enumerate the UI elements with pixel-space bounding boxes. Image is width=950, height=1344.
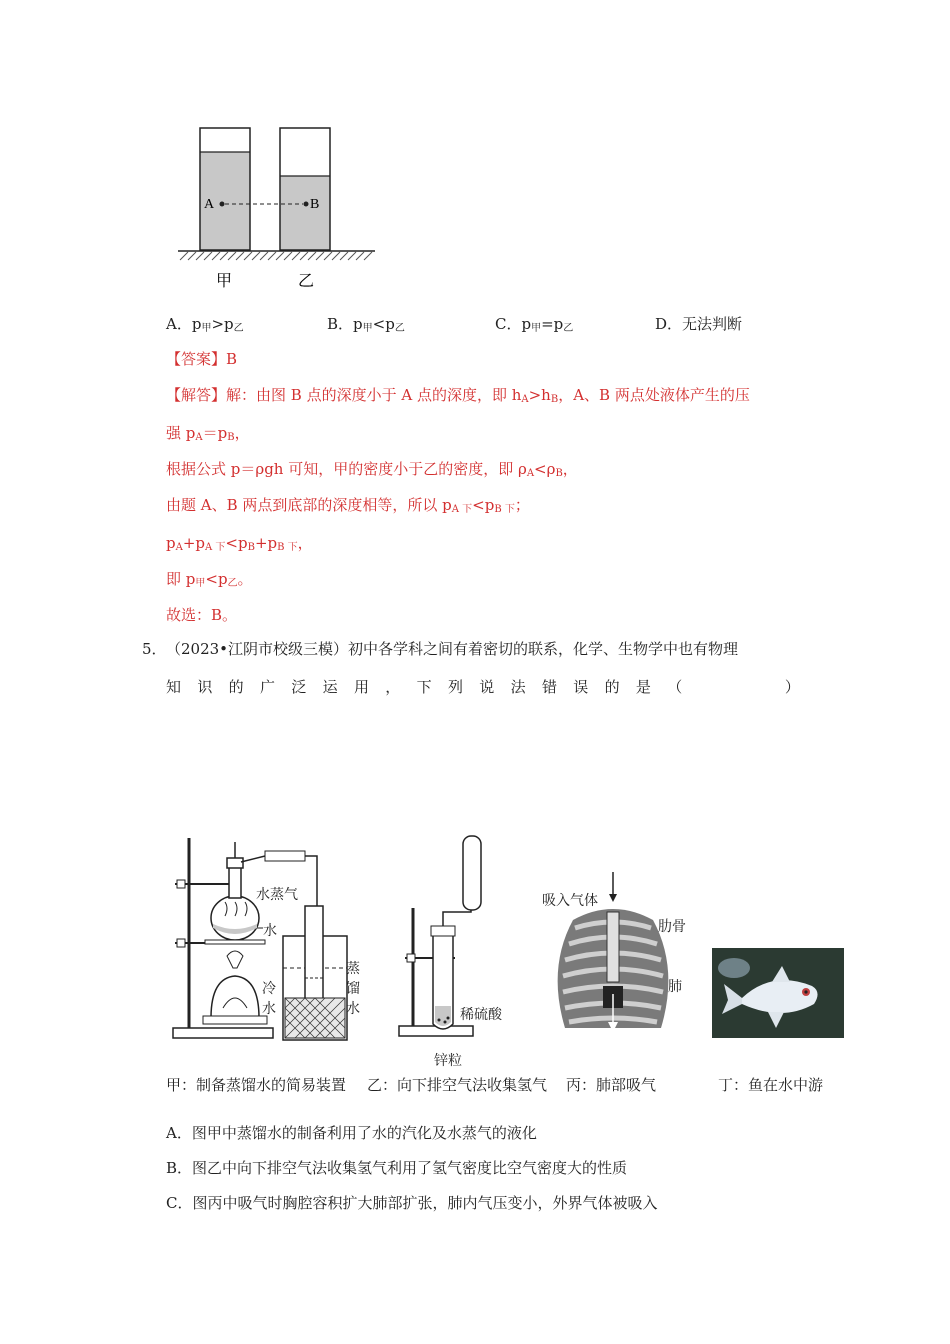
label-cold-water-2: 水 xyxy=(262,1001,276,1017)
label-cold-water-1: 冷 xyxy=(262,981,276,997)
label-yi: 乙 xyxy=(298,271,315,290)
point-a-dot xyxy=(220,202,225,207)
q4-option-d[interactable]: D．无法判断 xyxy=(655,315,743,333)
fish-photo xyxy=(712,948,844,1038)
label-jia: 甲 xyxy=(216,271,233,290)
label-distilled-1: 蒸 xyxy=(346,961,360,977)
analysis-line-5: $p_A+p_{A 下}<p_B+p_{B 下}$， xyxy=(166,534,313,553)
label-distilled-2: 馏 xyxy=(346,981,360,997)
point-b-dot xyxy=(304,202,309,207)
point-a-label: A xyxy=(204,197,215,212)
q5-option-a[interactable]: A．图甲中蒸馏水的制备利用了水的汽化及水蒸气的液化 xyxy=(166,1124,537,1142)
label-zinc: 锌粒 xyxy=(434,1053,462,1069)
q5-stem-line2: 知 识 的 广 泛 运 用 ， 下 列 说 法 错 误 的 是 （ ） xyxy=(166,678,800,696)
q4-option-c[interactable]: C．$p_甲=p_乙$ xyxy=(495,315,574,334)
point-b-label: B xyxy=(310,197,320,212)
caption-jia: 甲：制备蒸馏水的简易装置 xyxy=(166,1076,347,1094)
q5-number: 5． xyxy=(142,640,167,658)
caption-yi: 乙：向下排空气法收集氢气 xyxy=(367,1076,548,1094)
answer-line: 【答案】B xyxy=(166,350,238,368)
analysis-line-1: 【解答】解：由图 B 点的深度小于 A 点的深度，即 $h_A>h_B$，A、B 两点处液体产生的压 xyxy=(166,386,750,405)
caption-bing: 丙：肺部吸气 xyxy=(566,1076,657,1094)
analysis-line-7: 故选：B。 xyxy=(166,606,238,624)
analysis-line-2: 强 $p_A=p_B$， xyxy=(166,424,250,443)
analysis-line-3: 根据公式 p＝ρgh 可知，甲的密度小于乙的密度，即 $\rho_A<\rho_B$， xyxy=(166,460,578,479)
analysis-line-4: 由题 A、B 两点到底部的深度相等，所以 $p_{A 下}<p_{B 下}$； xyxy=(166,496,530,515)
label-inhale: 吸入气体 xyxy=(542,893,598,909)
label-lung: 肺 xyxy=(668,979,682,995)
q4-option-b[interactable]: B．$p_甲<p_乙$ xyxy=(327,315,405,334)
q5-option-b[interactable]: B．图乙中向下排空气法收集氢气利用了氢气密度比空气密度大的性质 xyxy=(166,1159,628,1177)
analysis-line-6: 即 $p_甲<p_乙$。 xyxy=(166,570,253,589)
label-distilled-3: 水 xyxy=(346,1001,360,1017)
label-rib: 肋骨 xyxy=(658,919,686,935)
pressure-figure xyxy=(170,120,390,300)
label-dilute-acid: 稀硫酸 xyxy=(460,1007,502,1023)
caption-ding: 丁：鱼在水中游 xyxy=(718,1076,824,1094)
q4-option-a[interactable]: A．$p_甲>p_乙$ xyxy=(166,315,244,334)
label-water: 水 xyxy=(263,923,277,939)
q5-stem-line1: （2023•江阴市校级三模）初中各学科之间有着密切的联系，化学、生物学中也有物理 xyxy=(166,640,739,658)
label-steam: 水蒸气 xyxy=(256,887,298,903)
q5-option-c[interactable]: C．图丙中吸气时胸腔容积扩大肺部扩张，肺内气压变小，外界气体被吸入 xyxy=(166,1194,658,1212)
